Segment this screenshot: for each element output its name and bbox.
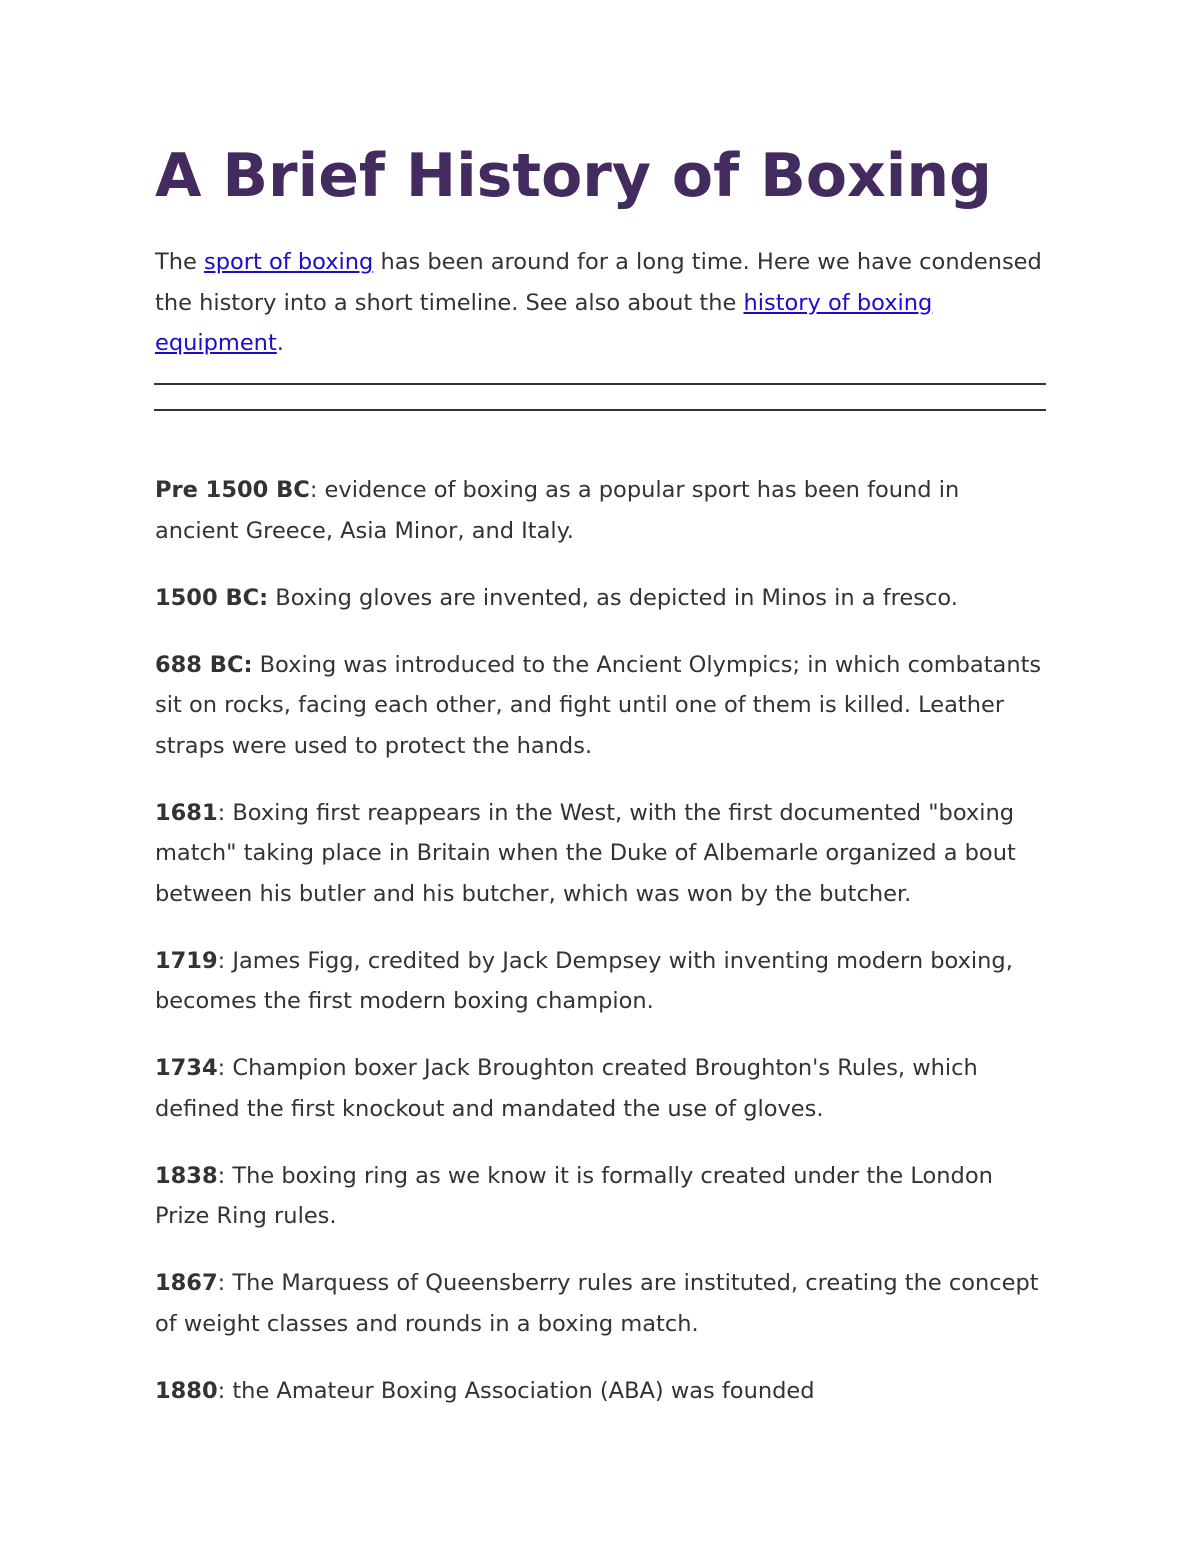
timeline-entry (155, 1048, 1047, 1129)
timeline-date: 1838 (155, 1162, 218, 1189)
intro-paragraph (155, 242, 1045, 364)
intro-text: The (155, 249, 204, 275)
timeline-text: evidence of boxing as a popular sport has been found in ancient Greece, Asia Minor, and Italy. (155, 477, 960, 544)
timeline-text: Boxing first reappears in the West, with the first documented "boxing match" taking place in Britain when the Duke of Albemarle organized a bout between his butler and his butcher, which was won by the butcher. (155, 799, 1016, 907)
page-title: A Brief History of Boxing (155, 141, 992, 211)
timeline-date: 1734 (155, 1055, 218, 1081)
divider-line (154, 383, 1046, 385)
history-of-boxing-equipment-link[interactable]: history of boxing equipment (155, 289, 933, 356)
timeline-date: 1719 (155, 947, 218, 974)
timeline-entry (155, 578, 1047, 619)
divider-line (154, 409, 1046, 411)
timeline-entry (155, 941, 1047, 1022)
timeline-date: 1867 (155, 1270, 218, 1296)
timeline-text: James Figg, credited by Jack Dempsey with inventing modern boxing, becomes the first modern boxing champion. (155, 947, 1013, 1014)
timeline-entry (155, 793, 1047, 915)
timeline-separator: : (217, 799, 233, 826)
timeline-text: the Amateur Boxing Association (ABA) was founded (232, 1377, 815, 1404)
timeline-date: 1500 BC: (155, 584, 269, 611)
timeline-separator (252, 652, 259, 678)
timeline-entry (155, 1371, 1047, 1412)
timeline-separator: : (217, 1270, 233, 1296)
timeline-list (155, 470, 1047, 1438)
timeline-date: 688 BC: (155, 651, 253, 678)
timeline-entry (155, 1263, 1047, 1344)
timeline-date: Pre 1500 BC (155, 477, 310, 503)
timeline-separator: : (309, 477, 325, 503)
timeline-separator: : (217, 1377, 233, 1404)
timeline-date: 1681 (155, 799, 218, 826)
timeline-text: Champion boxer Jack Broughton created Broughton's Rules, which defined the first knockout and mandated the use of gloves. (155, 1055, 978, 1122)
timeline-separator: : (217, 947, 233, 974)
intro-text: has been around for a long time. Here we have condensed the history into a short timeline. See also about the (155, 249, 1042, 316)
timeline-entry (155, 645, 1047, 767)
timeline-separator: : (217, 1055, 233, 1081)
intro-text: . (276, 330, 284, 356)
timeline-date: 1880 (155, 1377, 218, 1404)
timeline-text: Boxing was introduced to the Ancient Olympics; in which combatants sit on rocks, facing each other, and fight until one of them is killed. Leather straps were used to protect the hands. (155, 651, 1042, 759)
timeline-text: The boxing ring as we know it is formally created under the London Prize Ring rules. (155, 1162, 993, 1229)
timeline-separator: : (217, 1162, 233, 1189)
timeline-entry (155, 1156, 1047, 1237)
sport-of-boxing-link[interactable]: sport of boxing (204, 249, 374, 275)
timeline-entry (155, 470, 1047, 551)
timeline-text: The Marquess of Queensberry rules are instituted, creating the concept of weight classes and rounds in a boxing match. (155, 1270, 1039, 1337)
timeline-text: Boxing gloves are invented, as depicted in Minos in a fresco. (275, 584, 958, 611)
